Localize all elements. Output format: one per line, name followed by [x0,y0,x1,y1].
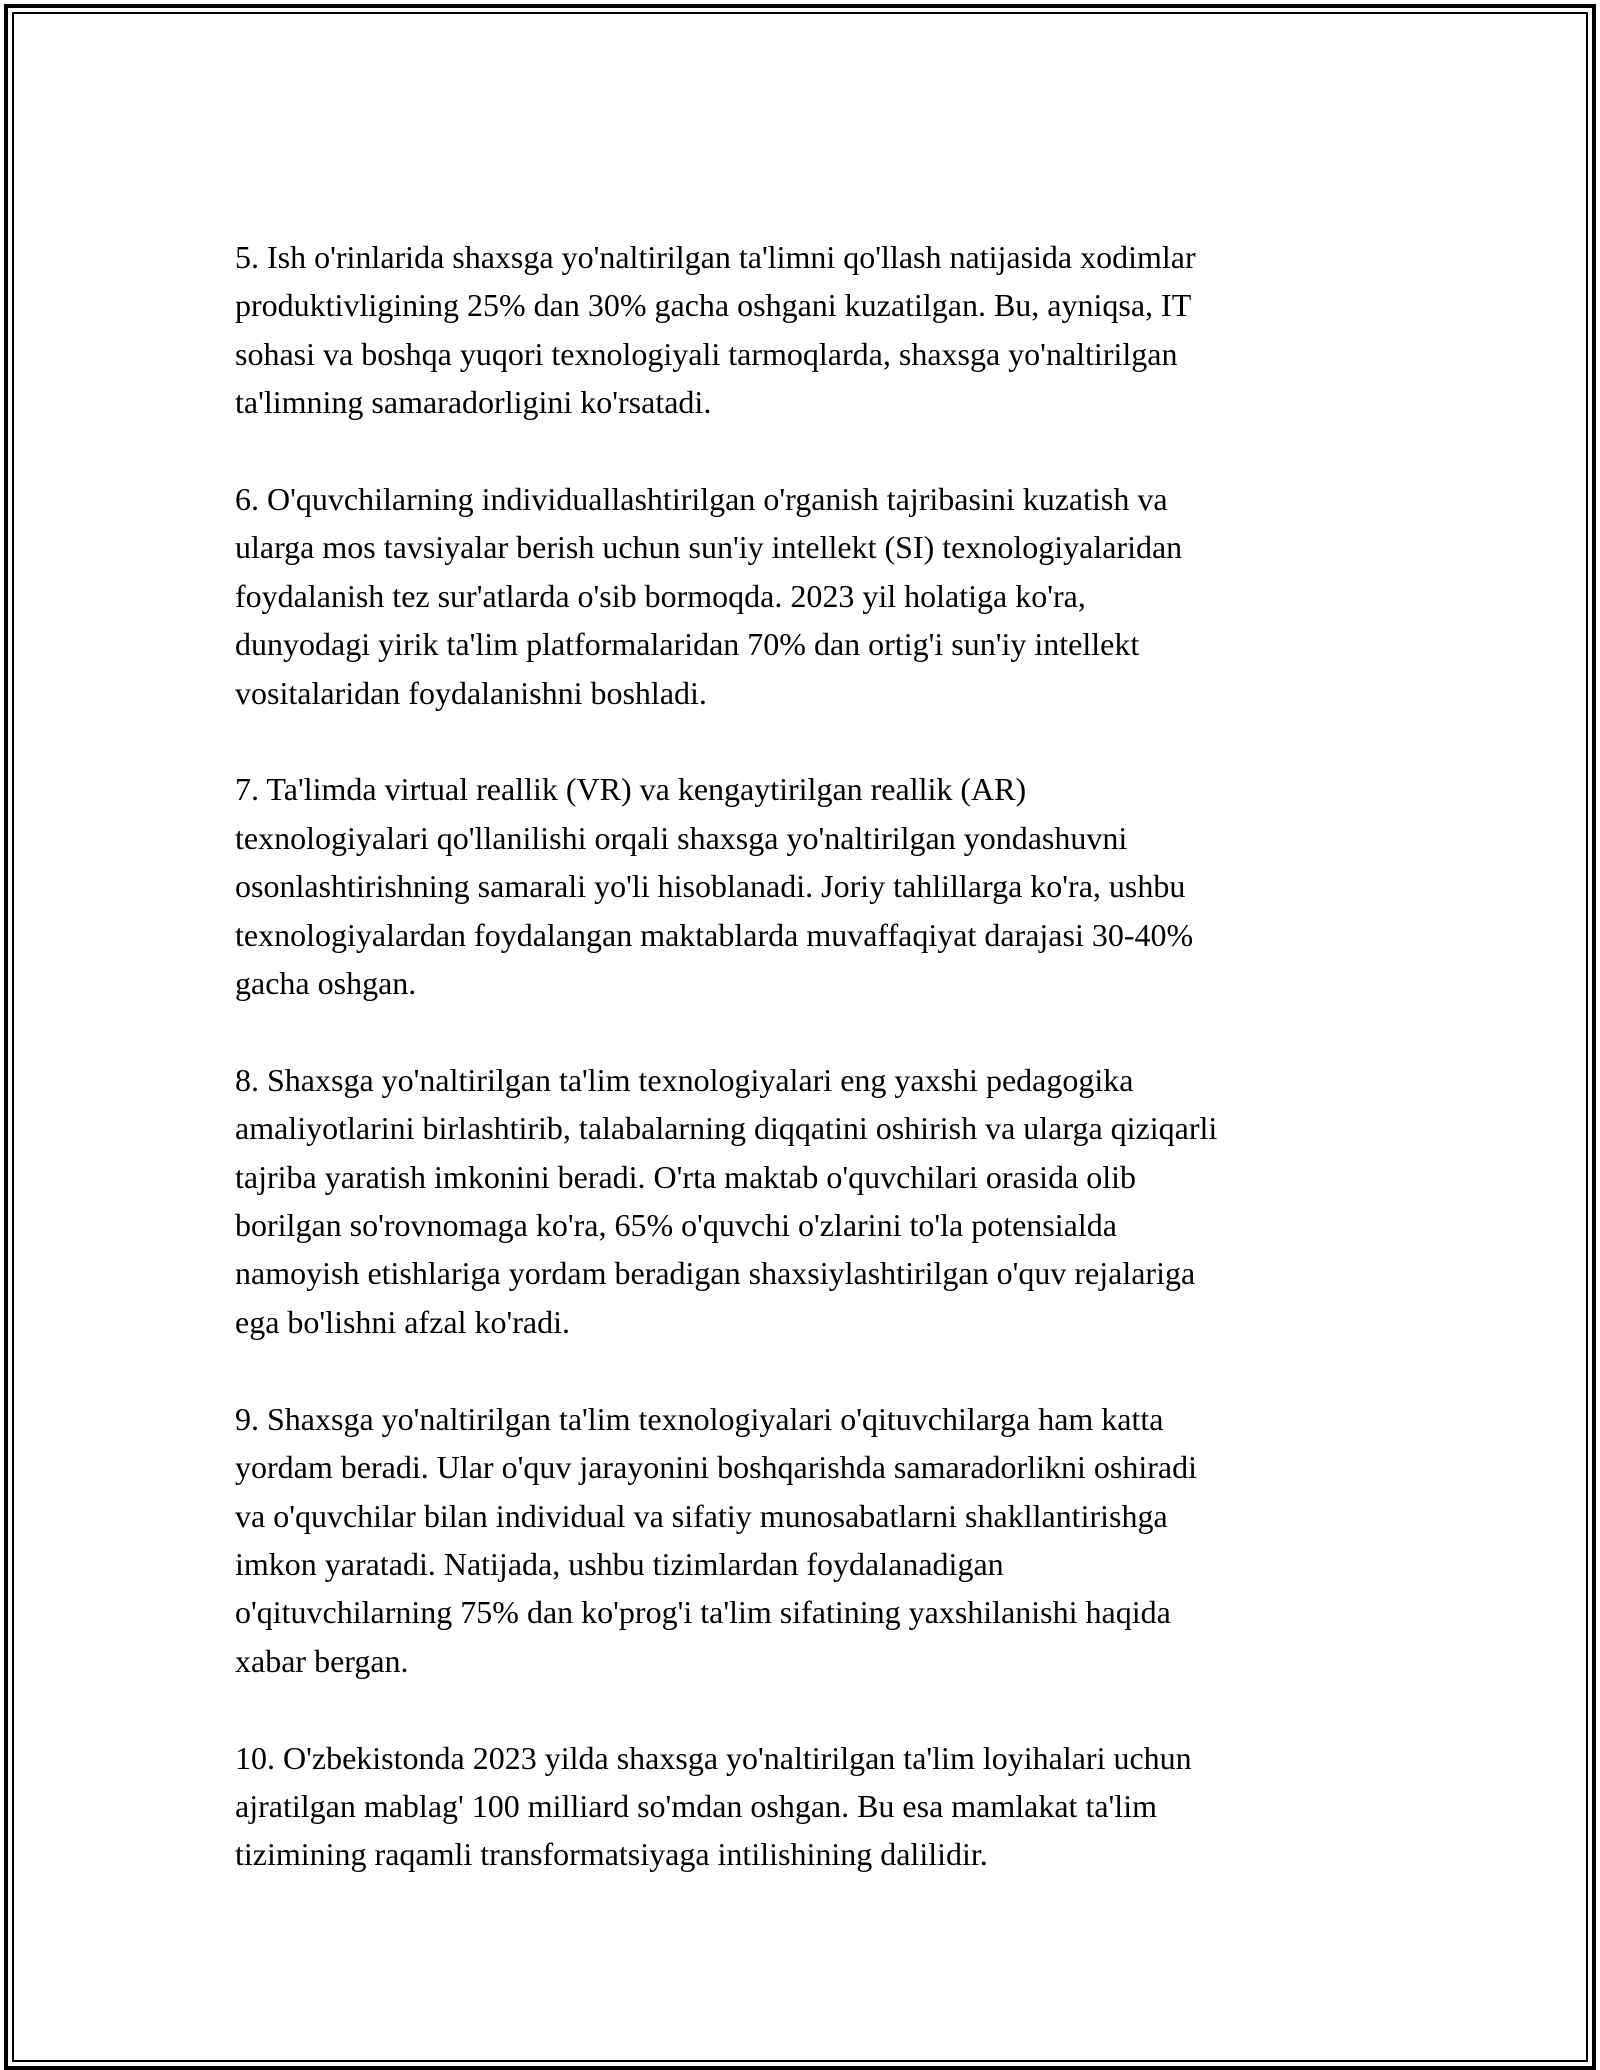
paragraph-6: 6. O'quvchilarning individuallashtirilgan o'rganish tajribasini kuzatish va ularga mos tavsiyalar berish uchun sun'iy intellekt (SI) texnologiyalaridan foydalanish tez sur'atlarda o'sib bormoqda. 2023 yil holatiga ko'ra, dunyodagi yirik ta'lim platformalaridan 70% dan ortig'i sun'iy intellekt vositalaridan foydalanishni boshladi. [235,481,1183,711]
paragraph-5: 5. Ish o'rinlarida shaxsga yo'naltirilgan ta'limni qo'llash natijasida xodimlar produktivligining 25% dan 30% gacha oshgani kuzatilgan. Bu, ayniqsa, IT sohasi va boshqa yuqori texnologiyali tarmoqlarda, shaxsga yo'naltirilgan ta'limning samaradorligini ko'rsatadi. [235,239,1196,421]
document-body [235,233,1375,1879]
paragraph-7: 7. Ta'limda virtual reallik (VR) va kengaytirilgan reallik (AR) texnologiyalari qo'llanilishi orqali shaxsga yo'naltirilgan yondashuvni osonlashtirishning samarali yo'li hisoblanadi. Joriy tahlillarga ko'ra, ushbu texnologiyalardan foydalangan maktablarda muvaffaqiyat darajasi 30-40% gacha oshgan. [235,771,1194,1002]
paragraph-9: 9. Shaxsga yo'naltirilgan ta'lim texnologiyalari o'qituvchilarga ham katta yordam beradi. Ular o'quv jarayonini boshqarishda samaradorlikni oshiradi va o'quvchilar bilan individual va sifatiy munosabatlarni shakllantirishga imkon yaratadi. Natijada, ushbu tizimlardan foydalanadigan o'qituvchilarning 75% dan ko'prog'i ta'lim sifatining yaxshilanishi haqida xabar bergan. [235,1400,1197,1679]
paragraph-10: 10. O'zbekistonda 2023 yilda shaxsga yo'naltirilgan ta'lim loyihalari uchun ajratilgan mablag' 100 milliard so'mdan oshgan. Bu esa mamlakat ta'lim tizimining raqamli transformatsiyaga intilishining dalilidir. [235,1739,1192,1873]
paragraph-8: 8. Shaxsga yo'naltirilgan ta'lim texnologiyalari eng yaxshi pedagogika amaliyotlarini birlashtirib, talabalarning diqqatini oshirish va ularga qiziqarli tajriba yaratish imkonini beradi. O'rta maktab o'quvchilari orasida olib borilgan so'rovnomaga ko'ra, 65% o'quvchi o'zlarini to'la potensialda namoyish etishlariga yordam beradigan shaxsiylashtirilgan o'quv rejalariga ega bo'lishni afzal ko'radi. [235,1061,1218,1340]
